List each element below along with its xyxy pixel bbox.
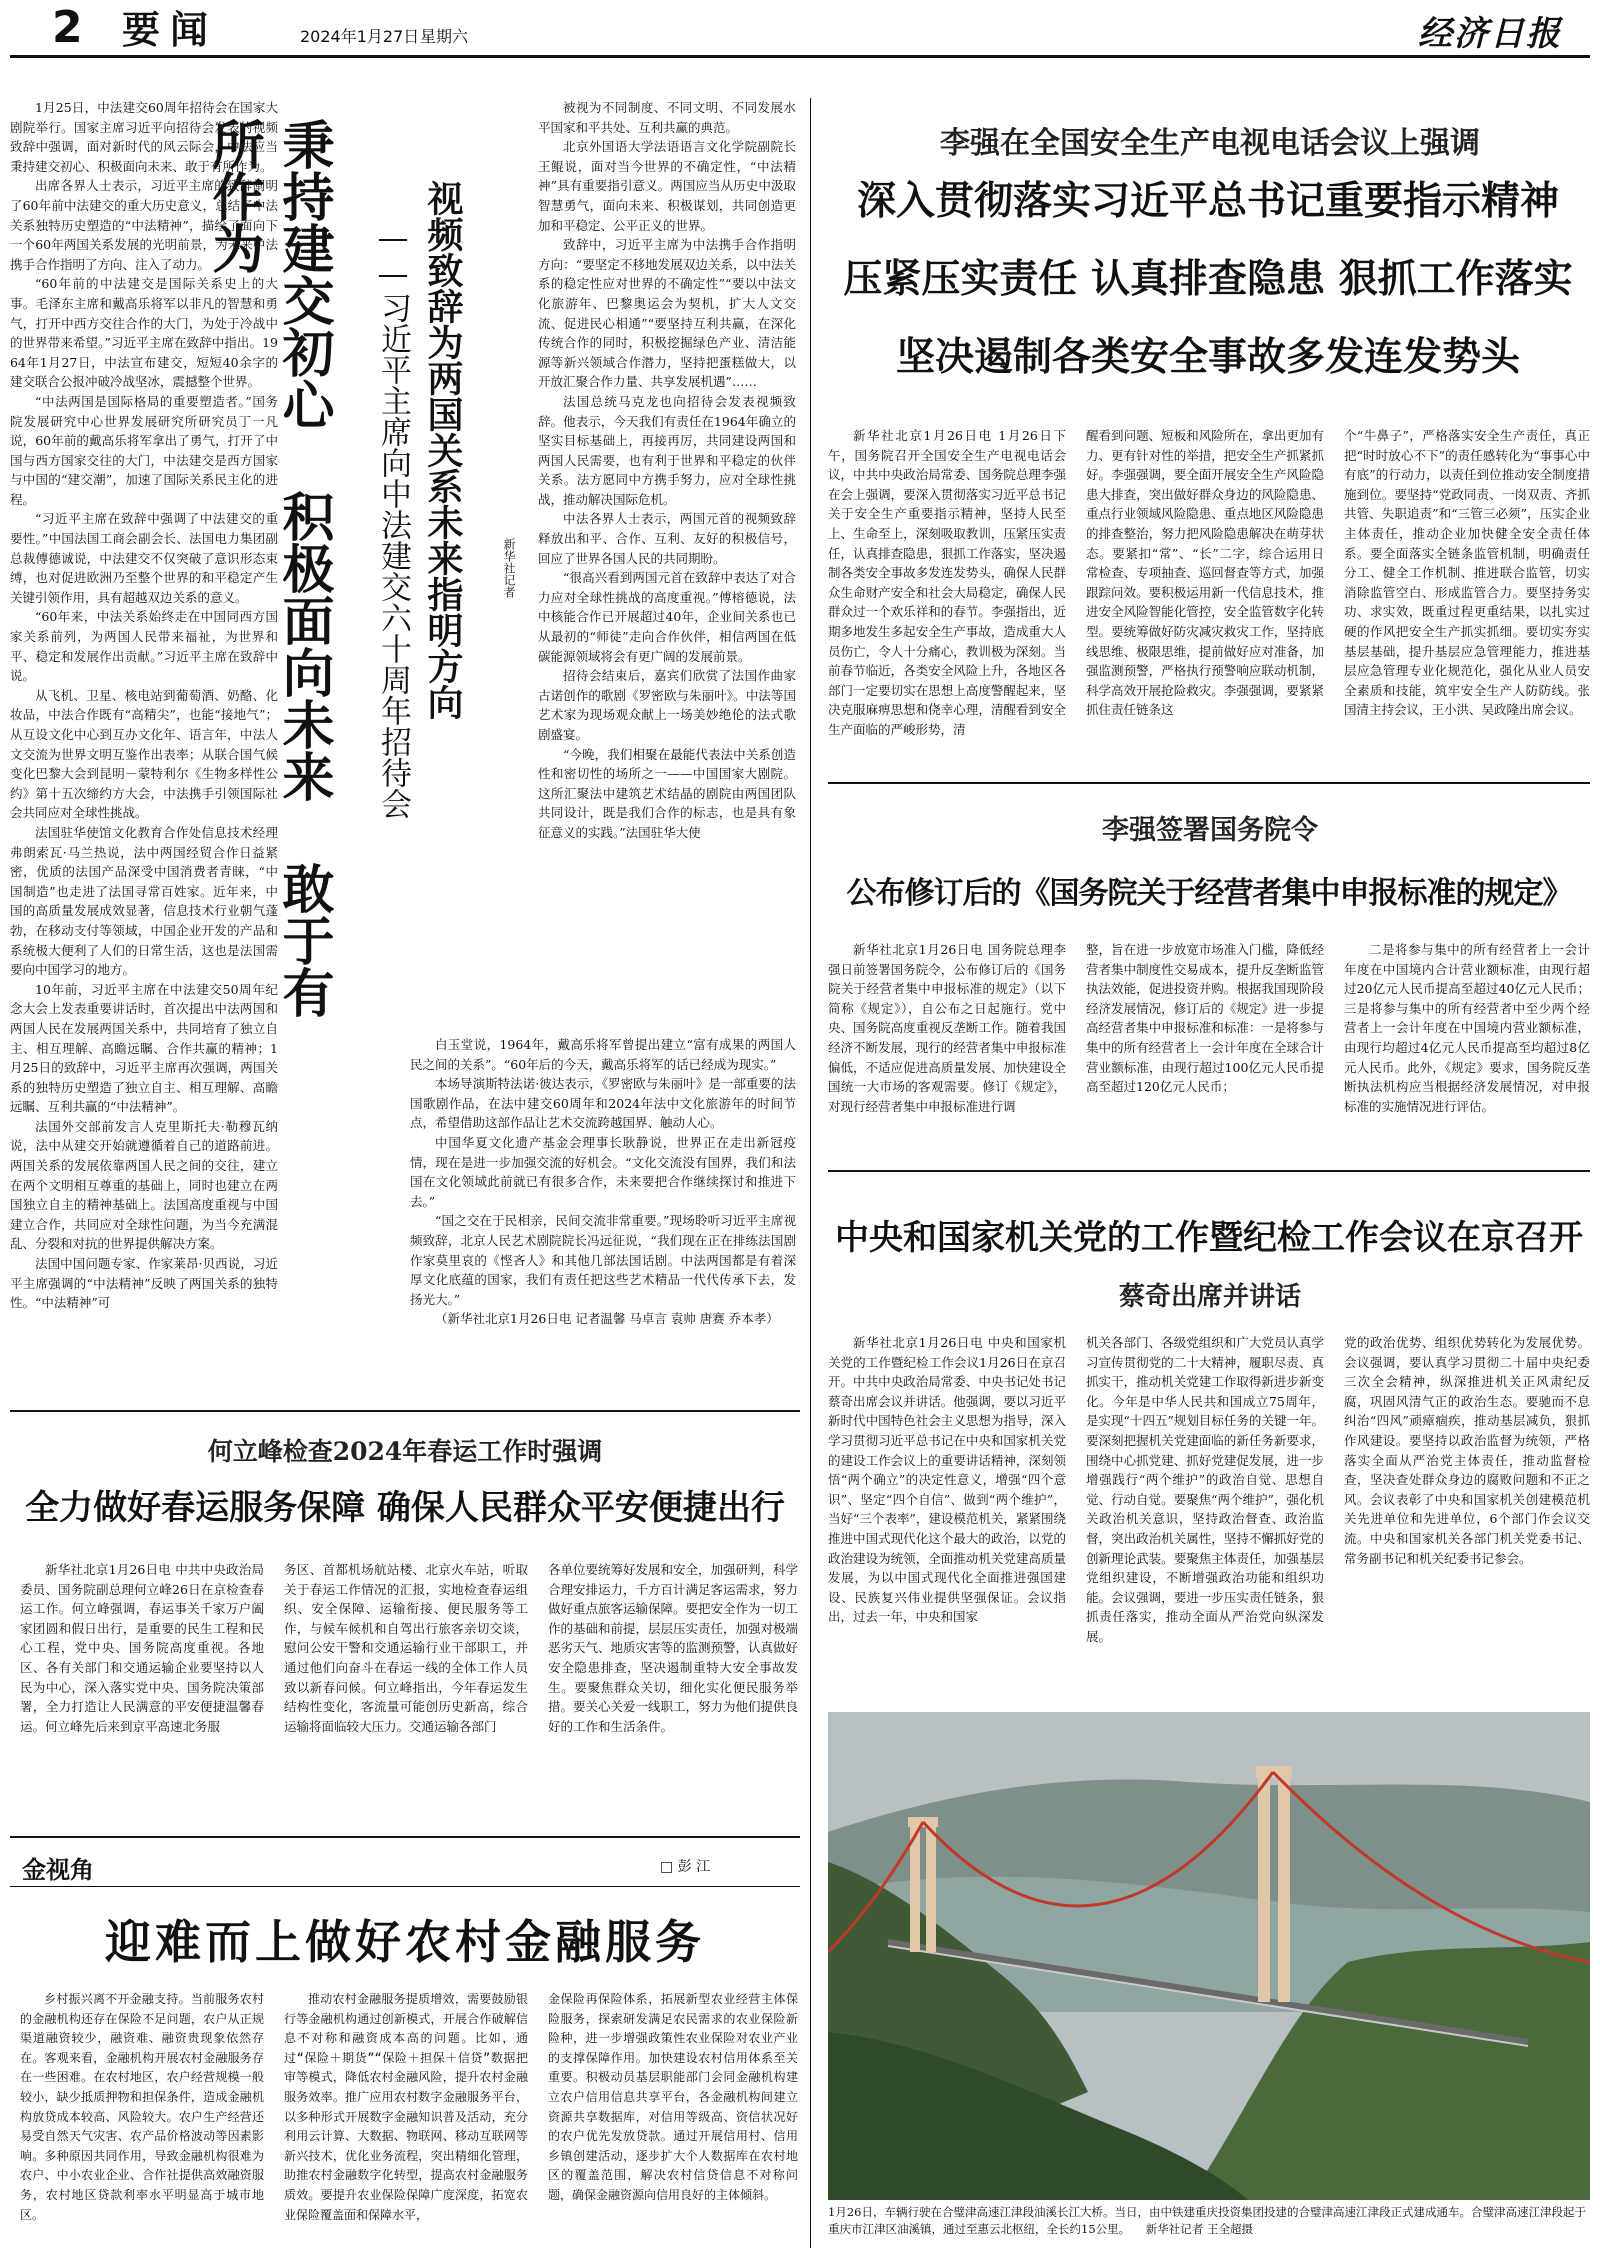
issue-date: 2024年1月27日 <box>300 27 420 46</box>
paragraph: 本场导演斯特法诺·彼达表示，《罗密欧与朱丽叶》是一部重要的法国歌剧作品，在法中建交60周年和2024年法中文化旅游年的时间节点，希望借助这部作品让艺术交流跨越国界、触动人心。 <box>410 1076 796 1131</box>
article6-author: □ 彭 江 <box>660 1859 711 1875</box>
article2-column-1 <box>828 426 1066 766</box>
article4-column-1 <box>828 1333 1066 1693</box>
article6-headline: 迎难而上做好农村金融服务 <box>105 1915 705 1969</box>
article6-column-2 <box>284 1990 528 2252</box>
column-divider <box>810 98 811 2248</box>
paragraph: 新华社北京1月26日电 1月26日下午，国务院召开全国安全生产电视电话会议，中共中央政治局常委、国务院总理李强在会上强调，要深入贯彻落实习近平总书记关于安全生产重要指示精神，坚持人民至上、生命至上，深刻吸取教训，压紧压实责任，认真排查隐患，狠抓工作落实，坚决遏制各类安全事故多发连发势头，确保人民群众生命财产安全和社会大局稳定，确保人民群众过一个欢乐祥和的春节。李强指出，近期多地发生多起安全生产事故，造成重大人员伤亡，令人十分痛心，教训极为深刻。当前春节临近，各类安全风险上升，各地区各部门一定要切实在思想上高度警醒起来，坚决克服麻痹思想和侥幸心理，清醒看到安全生产面临的严峻形势，清 <box>828 428 1066 737</box>
masthead-logo: 经济日报 <box>1418 14 1562 54</box>
article2-headline-line3: 坚决遏制各类安全事故多发连发势头 <box>895 335 1520 380</box>
paragraph: 机关各部门、各级党组织和广大党员认真学习宣传贯彻党的二十大精神，履职尽责、真抓实干，推动机关党建工作取得新进步新变化。今年是中华人民共和国成立75周年，是实现“十四五”规划目标任务的关键一年。要深刻把握机关党建面临的新任务新要求，围绕中心抓党建、抓好党建促发展，进一步增强践行“两个维护”的政治自觉、思想自觉、行动自觉。要聚焦“两个维护”，强化机关政治机关意识，坚持政治督查、政治监督，突出政治机关属性，坚持不懈抓好党的创新理论武装。要聚焦主体责任，加强基层党组织建设，不断增强政治功能和组织功能。会议强调，要进一步压实责任链条，狠抓责任落实，推动全面从严治党向纵深发展。 <box>1086 1335 1324 1644</box>
section-name: 要闻 <box>122 8 219 52</box>
article3-column-3 <box>1344 940 1590 1158</box>
article5-column-1 <box>20 1560 264 1826</box>
paragraph: 新华社北京1月26日电 国务院总理李强日前签署国务院令，公布修订后的《国务院关于经营者集中申报标准的规定》（以下简称《规定》），自公布之日起施行。党中央、国务院高度重视反垄断工作。随着我国经济不断发展，现行的经营者集中申报标准偏低，不适应促进高质量发展、加快建设全国统一大市场的客观需要。修订《规定》，对现行经营者集中申报标准进行调 <box>828 942 1066 1114</box>
article5-kicker: 何立峰检查2024年春运工作时强调 <box>207 1437 603 1466</box>
article2-kicker: 李强在全国安全生产电视电话会议上强调 <box>940 126 1480 161</box>
paragraph: 白玉堂说，1964年，戴高乐将军曾提出建立“富有成果的两国人民之间的关系”。“60年后的今天，戴高乐将军的话已经成为现实。” <box>410 1037 796 1072</box>
paragraph: 法国中国问题专家、作家莱昂·贝西说，习近平主席强调的“中法精神”反映了两国关系的独特性。“中法精神”可 <box>10 1256 278 1311</box>
photo-caption <box>828 2204 1590 2260</box>
article4-sub-headline: 蔡奇出席并讲话 <box>1118 1282 1301 1312</box>
paragraph: 法国总统马克龙也向招待会发表视频致辞。他表示，今天我们有责任在1964年确立的坚实目标基础上，再接再厉，共同建设两国和两国人民需要，也有利于世界和平稳定的伙伴关系。法方愿同中方携手努力，应对全球性挑战，推动解决国际危机。 <box>538 393 796 507</box>
paragraph: “中法两国是国际格局的重要塑造者。”国务院发展研究中心世界发展研究所研究员丁一凡说，60年前的戴高乐将军拿出了勇气，打开了中国与西方国家交往的大门，中法建交是西方国家与中国的“建交潮”，加速了国际关系民主化的进程。 <box>10 393 278 507</box>
article2-column-3 <box>1344 426 1590 766</box>
article3-column-2 <box>1086 940 1324 1158</box>
paragraph: 新华社北京1月26日电 中共中央政治局委员、国务院副总理何立峰26日在京检查春运工作。何立峰强调，春运事关千家万户阖家团圆和假日出行，是重要的民生工程和民心工程，党中央、国务院高度重视。各地区、各有关部门和交通运输企业要坚持以人民为中心，深入落实党中央、国务院决策部署，全力打造让人民满意的平安便捷温馨春运。何立峰先后来到京平高速北务服 <box>20 1562 264 1734</box>
section-rule <box>828 1170 1590 1172</box>
article1-byline: 新华社记者 <box>502 538 516 598</box>
article3-column-1 <box>828 940 1066 1158</box>
paragraph: “国之交在于民相亲，民间交流非常重要。”现场聆听习近平主席视频致辞，北京人民艺术剧院院长冯远征说，“我们现在正在排练法国剧作家莫里哀的《悭吝人》和其他几部法国话剧。中法两国都是有着深厚文化底蕴的国家，我们有责任把这些艺术精品一代代传承下去，发扬光大。” <box>410 1213 796 1307</box>
paragraph: 法国驻华使馆文化教育合作处信息技术经理弗朗索瓦·马兰热说，法中两国经贸合作日益紧密，优质的法国产品深受中国消费者青睐，“中国制造”也走进了法国寻常百姓家。近年来，中国的高质量发展成效显著，信息技术行业朝气蓬勃，在移动支付等领域，中国企业开发的产品和系统极大便利了人们的日常生活，这也是法国需要向中国学习的地方。 <box>10 824 278 978</box>
paragraph: 中法各界人士表示，两国元首的视频致辞释放出和平、合作、互利、友好的积极信号，回应了世界各国人民的共同期盼。 <box>538 511 796 566</box>
paragraph: “很高兴看到两国元首在致辞中表达了对合力应对全球性挑战的高度重视。”傅榕德说，法中核能合作已开展超过40年，企业间关系也已从最初的“师徒”走向合作伙伴，相信两国在低碳能源领域将会有更广阔的发展前景。 <box>538 570 796 664</box>
paragraph: 北京外国语大学法语语言文化学院副院长王鲲说，面对当今世界的不确定性，“中法精神”具有重要指引意义。两国应当从历史中汲取智慧勇气，面向未来、积极谋划，共同创造更加和平稳定、公平正义的世界。 <box>538 139 796 233</box>
article5-headline: 全力做好春运服务保障 确保人民群众平安便捷出行 <box>25 1488 785 1528</box>
caption-text: 1月26日，车辆行驶在合璧津高速江津段油溪长江大桥。当日，由中铁建重庆投资集团投建的合璧津高速江津段正式建成通车。合璧津高速江津段起于重庆市江津区油溪镇，通过至惠云北枢纽，全长约15公里。 <box>828 2205 1586 2236</box>
section-rule <box>828 782 1590 784</box>
paragraph: 二是将参与集中的所有经营者上一会计年度在中国境内合计营业额标准，由现行超过20亿元人民币提高至超过40亿元人民币；三是将参与集中的所有经营者中至少两个经营者上一会计年度在中国境内营业额标准，由现行均超过4亿元人民币提高至均超过8亿元人民币。此外，《规定》要求，国务院反垄断执法机构应当根据经济发展情况，对申报标准的实施情况进行评估。 <box>1344 942 1590 1114</box>
article4-column-2 <box>1086 1333 1324 1693</box>
article5-column-2 <box>284 1560 528 1826</box>
paragraph: “60年来，中法关系始终走在中国同西方国家关系前列，为两国人民带来福祉，为世界和平、稳定和发展作出贡献。”习近平主席在致辞中说。 <box>10 609 278 684</box>
page-number: 2 <box>52 2 83 53</box>
photo-credit: 新华社记者 王全超摄 <box>1145 2222 1253 2236</box>
bridge-photo <box>828 1712 1590 2200</box>
article1-subtitle-2: ——习近平主席向中法建交六十周年招待会 <box>375 220 411 819</box>
article2-headline-line2: 压紧压实责任 认真排查隐患 狠抓工作落实 <box>843 257 1573 302</box>
page-header <box>0 0 1600 55</box>
article4-column-3 <box>1344 1333 1590 1693</box>
paragraph: 醒看到问题、短板和风险所在，拿出更加有力、更有针对性的举措，把安全生产抓紧抓好。李强强调，要全面开展安全生产风险隐患大排查，突出做好群众身边的风险隐患、重点行业领域风险隐患、重点地区风险隐患的排查整治，努力把风险隐患解决在萌芽状态。要紧扣“常”、“长”二字，综合运用日常检查、专项抽查、巡回督查等方式，加强跟踪问效。要积极运用新一代信息技术，推进安全风险智能化管控，安全监管数字化转型。要统筹做好防灾减灾救灾工作，坚持底线思维、极限思维，提前做好应对准备，加强监测预警，严格执行预警响应联动机制，科学高效开展抢险救灾。李强强调，要紧紧抓住责任链条这 <box>1086 428 1324 718</box>
article2-column-2 <box>1086 426 1324 766</box>
article1-subtitle-1: 视频致辞为两国关系未来指明方向 <box>422 180 464 720</box>
tag-rule <box>10 1886 800 1887</box>
paragraph: 出席各界人士表示，习近平主席的致辞阐明了60年前中法建交的重大历史意义，总结了中法关系独特历史塑造的“中法精神”，描绘了面向下一个60年两国关系发展的光明前景，为未来中法携手合作指明了方向、注入了动力。 <box>10 178 278 272</box>
paragraph: 法国外交部前发言人克里斯托夫·勒穆瓦纳说，法中从建交开始就遵循着自己的道路前进。两国关系的发展依靠两国人民之间的交往，建立在两个文明相互尊重的基础上，同时也建立在两国独立自主的精神基础上。法国高度重视与中国建立合作，共同应对全球性问题，为当今充满混乱、分裂和对抗的世界提供解决方案。 <box>10 1118 278 1252</box>
bridge-photo-image <box>828 1712 1590 2200</box>
article2-headline-line1: 深入贯彻落实习近平总书记重要指示精神 <box>856 179 1559 224</box>
article6-column-3 <box>548 1990 798 2252</box>
article1-main-title: 秉持建交初心 积极面向未来 敢于有所作为 <box>203 118 333 1018</box>
paragraph: 被视为不同制度、不同文明、不同发展水平国家和平共处、互利共赢的典范。 <box>538 100 796 135</box>
paragraph: 1月25日，中法建交60周年招待会在国家大剧院举行。国家主席习近平向招待会发表的视频致辞中强调，面对新时代的风云际会，中法应当秉持建交初心、积极面向未来、敢于有所作为。 <box>10 100 278 174</box>
article1-column-3 <box>410 1035 796 1397</box>
paragraph: 推动农村金融服务提质增效，需要鼓励银行等金融机构通过创新模式，开展合作破解信息不对称和融资成本高的问题。比如，通过“保险＋期货”“保险＋担保＋信贷”数据把审等模式，降低农村金融风险，提升农村金融服务效率。推广应用农村数字金融服务平台，以多种形式开展数字金融知识普及活动，充分利用云计算、大数据、物联网、移动互联网等新兴技术，优化业务流程，突出精细化管理，助推农村金融数字化转型，提高农村金融服务质效。要提升农业保险保障广度深度，拓宽农业保险覆盖面和保障水平， <box>284 1992 528 2222</box>
article3-headline: 公布修订后的《国务院关于经营者集中申报标准的规定》 <box>846 876 1572 911</box>
article5-column-3 <box>548 1560 798 1826</box>
paragraph: 致辞中，习近平主席为中法携手合作指明方向：“要坚定不移地发展双边关系，以中法关系的稳定性应对世界的不确定性”“要以中法文化旅游年、巴黎奥运会为契机，扩大人文交流、促进民心相通”“要坚持互利共赢，在深化传统合作的同时，积极挖掘绿色产业、清洁能源等新兴领域合作潜力，坚持把蛋糕做大，以开放汇聚合作力量、共享发展机遇”…… <box>538 237 796 390</box>
paragraph: 党的政治优势、组织优势转化为发展优势。会议强调，要认真学习贯彻二十届中央纪委三次全会精神，纵深推进机关正风肃纪反腐，巩固风清气正的政治生态。要驰而不息纠治“四风”顽瘴痼疾，推动基层减负，狠抓作风建设。要坚持以政治监督为统领，严格落实全面从严治党主体责任，推动监督检查，坚决查处群众身边的腐败问题和不正之风。会议表彰了中央和国家机关创建模范机关先进单位和先进单位，6个部门作会议交流。中央和国家机关各部门机关党委书记、常务副书记和机关纪委书记参会。 <box>1344 1335 1590 1566</box>
paragraph: “60年前的中法建交是国际关系史上的大事。毛泽东主席和戴高乐将军以非凡的智慧和勇气，打开中西方交往合作的大门，为处于冷战中的世界带来希望。”习近平主席在致辞中指出。1964年1月27日，中法宣布建交，短短40余字的建交联合公报冲破冷战坚冰，震撼整个世界。 <box>10 276 278 390</box>
article4-headline: 中央和国家机关党的工作暨纪检工作会议在京召开 <box>835 1218 1583 1258</box>
paragraph: 金保险再保险体系，拓展新型农业经营主体保险服务，探索研发满足农民需求的农业保险新险种，进一步增强政策性农业保险对农业产业的支撑保障作用。加快建设农村信用体系至关重要。积极动员基层职能部门会同金融机构建立农户信用信息共享平台，各金融机构间建立资源共享数据库，对信用等级高、资信状况好的农户优先发放贷款。通过开展信用村、信用乡镇创建活动，逐步扩大个人数据库在农村地区的覆盖范围，解决农村信贷信息不对称问题，确保金融资源向信用良好的主体倾斜。 <box>548 1992 798 2202</box>
paragraph: 各单位要统筹好发展和安全，加强研判，科学合理安排运力，千方百计满足客运需求，努力做好重点旅客运输保障。要把安全作为一切工作的基础和前提，层层压实责任，加强对极端恶劣天气、地质灾害等的监测预警，认真做好安全隐患排查，坚决遏制重特大安全事故发生。要聚焦群众关切，细化实化便民服务举措。要关心关爱一线职工，努力为他们提供良好的工作和生活条件。 <box>548 1562 798 1734</box>
issue-weekday: 星期六 <box>420 27 469 46</box>
article3-kicker: 李强签署国务院令 <box>1102 815 1318 846</box>
paragraph: 整，旨在进一步放宽市场准入门槛，降低经营者集中制度性交易成本，提升反垄断监管执法效能，促进投资并购。根据我国现阶段经济发展情况，修订后的《规定》进一步提高经营者集中申报标准和标准：一是将参与集中的所有经营者上一会计年度在全球合计营业额标准，由现行超过100亿元人民币提高至超过120亿元人民币； <box>1086 942 1324 1095</box>
section-rule <box>10 1836 800 1838</box>
paragraph: 招待会结束后，嘉宾们欣赏了法国作曲家古诺创作的歌剧《罗密欧与朱丽叶》。中法等国艺术家为现场观众献上一场美妙绝伦的法式歌剧盛宴。 <box>538 668 796 742</box>
paragraph: 乡村振兴离不开金融支持。当前服务农村的金融机构还存在保险不足问题，农户从正规渠道融资较少，融资难、融资贵现象依然存在。客观来看，金融机构开展农村金融服务存在一些困难。在农村地区，农户经营规模一般较小，缺少抵质押物和担保条件，造成金融机构放贷成本较高、风险较大。农户生产经营还易受自然天气灾害、农产品价格波动等因素影响。多种原因共同作用，导致金融机构很难为农户、中小农业企业、合作社提供高效融资服务，农村地区贷款利率水平明显高于城市地区。 <box>20 1992 264 2222</box>
paragraph: 个“牛鼻子”，严格落实安全生产责任，真正把“时时放心不下”的责任感转化为“事事心中有底”的行动力，以责任到位推动安全制度措施到位。要坚持“党政同责、一岗双责、齐抓共管、失职追责”和“三管三必须”，压实企业主体责任，推动企业加快健全安全责任体系。要全面落实全链条监管机制，明确责任分工、健全工作机制、推进联合监管，切实消除监管空白、形成监管合力。要坚持务实功、求实效，既重过程更重结果，以扎实过硬的作风把安全生产抓实抓细。要切实夯实基层基础，提升基层应急管理能力，推进基层应急管理专业化规范化，强化从业人员安全素质和技能，筑牢安全生产人防防线。张国清主持会议，王小洪、吴政隆出席会议。 <box>1344 428 1590 718</box>
article1-column-2 <box>538 98 796 1100</box>
section-rule <box>10 1410 800 1412</box>
paragraph: （新华社北京1月26日电 记者温馨 马卓言 袁帅 唐赛 乔本孝） <box>435 1311 779 1327</box>
paragraph: 务区、首都机场航站楼、北京火车站，听取关于春运工作情况的汇报，实地检查春运组织、安全保障、运输衔接、便民服务等工作，与候车候机和自驾出行旅客亲切交谈，慰问公安干警和交通运输行业干部职工，并通过他们向奋斗在春运一线的全体工作人员致以新春问候。何立峰指出，今年春运发生结构性变化，客流量可能创历史新高，综合运输将面临较大压力。交通运输各部门 <box>284 1562 528 1734</box>
paragraph: “习近平主席在致辞中强调了中法建交的重要性。”中国法国工商会副会长、法国电力集团副总裁傅德诚说，中法建交不仅突破了意识形态束缚，也对促进欧洲乃至整个世界的和平稳定产生关键引领作用，具有超越双边关系的意义。 <box>10 511 278 605</box>
article6-column-1 <box>20 1990 264 2252</box>
article1-column-1 <box>10 98 278 1400</box>
article6-column-tag: 金视角 <box>22 1855 94 1884</box>
paragraph: 10年前，习近平主席在中法建交50周年纪念大会上发表重要讲话时，首次提出中法两国和两国人民在发展两国关系中，共同培育了独立自主、相互理解、高瞻远瞩、合作共赢的精神；1月25日的致辞中，习近平主席再次强调，两国关系的独特历史塑造了独立自主、相互理解、高瞻远瞩、互利共赢的“中法精神”。 <box>10 981 278 1115</box>
paragraph: 新华社北京1月26日电 中央和国家机关党的工作暨纪检工作会议1月26日在京召开。中共中央政治局常委、中央书记处书记蔡奇出席会议并讲话。他强调，要以习近平新时代中国特色社会主义思想为指导，深入学习贯彻习近平总书记在中央和国家机关党的建设工作会议上的重要讲话精神，深刻领悟“两个确立”的决定性意义，增强“四个意识”、坚定“四个自信”、做到“两个维护”，当好“三个表率”，建设模范机关，紧紧围绕推进中国式现代化这个最大的政治，以党的政治建设为统领，全面推动机关党建高质量发展，为以中国式现代化全面推进强国建设、民族复兴伟业提供坚强保证。会议指出，过去一年，中央和国家 <box>828 1335 1066 1625</box>
header-rule <box>10 55 1590 58</box>
paragraph: 从飞机、卫星、核电站到葡萄酒、奶酪、化妆品，中法合作既有“高精尖”，也能“接地气”；从互设文化中心到互办文化年、语言年，中法人文交流为世界文明互鉴作出表率；从联合国气候变化巴黎大会到昆明－蒙特利尔《生物多样性公约》第十五次缔约方大会，中法携手引领国际社会共同应对全球性挑战。 <box>10 687 278 821</box>
paragraph: 中国华夏文化遗产基金会理事长耿静说，世界正在走出新冠疫情，现在是进一步加强交流的好机会。“文化交流没有国界，我们和法国在文化领域此前就已有很多合作，未来要把合作继续探讨和推进下去。” <box>410 1134 796 1209</box>
paragraph: “今晚，我们相聚在最能代表法中关系创造性和密切性的场所之一——中国国家大剧院。这所汇聚法中建筑艺术结晶的剧院由两国团队共同设计，既是我们合作的标志，也是具有象征意义的实践。”法国驻华大使 <box>538 746 796 840</box>
